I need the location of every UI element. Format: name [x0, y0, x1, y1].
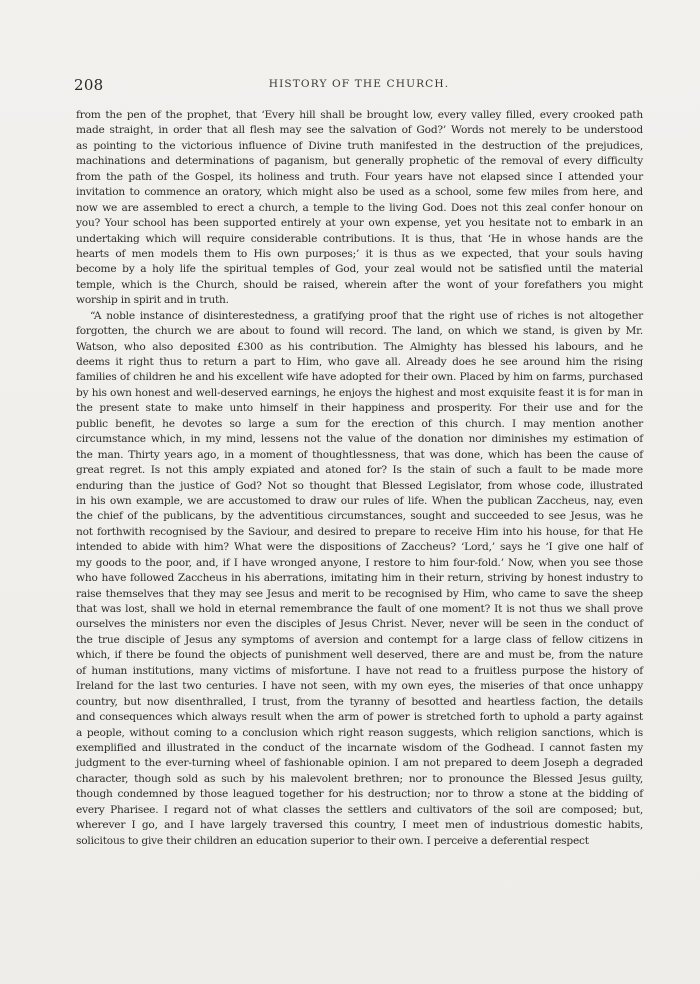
text-line: Watson, who also deposited £300 as his contribution. The Almighty has blessed his labours, and he	[76, 340, 643, 353]
text-line: “A noble instance of disinterestedness, a gratifying proof that the right use of riches is not altogether	[90, 309, 643, 322]
text-line: families of children he and his excellent wife have adopted for their own. Placed by him on farms, purchased	[76, 371, 643, 384]
text-line: in his own example, we are accustomed to draw our rules of life. When the publican Zaccheus, nay, even	[76, 494, 643, 507]
text-line: country, but now disenthralled, I trust, from the tyranny of besotted and heartless faction, the details	[76, 695, 643, 708]
text-line: the chief of the publicans, by the adventitious circumstances, sought and succeeded to see Jesus, was he	[76, 510, 643, 523]
text-line: that was lost, shall we hold in eternal remembrance the fault of one moment? It is not thus we shall prove	[76, 603, 643, 615]
text-line: as pointing to the victorious influence of Divine truth manifested in the destruction of the prejudices,	[76, 139, 643, 152]
running-head: HISTORY OF THE CHURCH.	[268, 78, 450, 90]
text-line: from the pen of the prophet, that ‘Every hill shall be brought low, every valley filled, every crooked path	[76, 109, 643, 121]
text-line: enduring than the justice of God? Not so thought that Blessed Legislator, from whose code, illustrated	[76, 479, 643, 492]
text-line: solicitous to give their children an education superior to their own. I perceive a deferential respect	[76, 834, 589, 847]
text-line: temple, which is the Church, should be raised, wherein after the wont of your forefathers you might	[76, 278, 643, 291]
text-line: Ireland for the last two centuries. I have not seen, with my own eyes, the miseries of that once unhappy	[76, 680, 643, 693]
text-line: intended to abide with him? What were the dispositions of Zaccheus? ‘Lord,’ says he ‘I give one half of	[76, 541, 643, 554]
text-line: ourselves the ministers nor even the disciples of Jesus Christ. Never, never will be seen in the conduct of	[76, 618, 643, 631]
text-line: machinations and determinations of paganism, but generally prophetic of the removal of every difficulty	[76, 155, 643, 168]
text-line: hearts of men models them to His own purposes;’ it is thus as we expected, that your souls having	[76, 247, 643, 260]
text-line: every Pharisee. I regard not of what classes the settlers and cultivators of the soil are composed; but,	[76, 803, 643, 816]
page-number: 208	[74, 76, 104, 94]
text-line: now we are assembled to erect a church, a temple to the living God. Does not this zeal confer honour on	[76, 201, 643, 214]
text-line: become by a holy life the spiritual temples of God, your zeal would not be satisfied until the material	[76, 263, 643, 276]
text-line: the true disciple of Jesus any symptoms of aversion and contempt for a large class of fellow citizens in	[76, 633, 643, 646]
text-line: you? Your school has been supported entirely at your own expense, yet you hesitate not to embark in an	[76, 217, 643, 230]
text-line: exemplified and illustrated in the conduct of the incarnate wisdom of the Godhead. I cannot fasten my	[76, 741, 643, 754]
text-line: judgment to the ever-turning wheel of fashionable opinion. I am not prepared to deem Joseph a degraded	[76, 757, 643, 770]
text-line: a people, without coming to a conclusion which right reason suggests, which religion sanctions, which is	[76, 726, 643, 739]
text-line: forgotten, the church we are about to found will record. The land, on which we stand, is given by Mr.	[76, 325, 643, 338]
text-line: invitation to commence an oratory, which might also be used as a school, some few miles from here, and	[76, 186, 643, 199]
page-header	[74, 76, 644, 94]
text-line: which, if there be found the objects of punishment well deserved, there are and must be, from the nature	[76, 649, 643, 662]
text-line: who have followed Zaccheus in his aberrations, imitating him in their return, striving by honest industry to	[76, 572, 643, 585]
text-line: my goods to the poor, and, if I have wronged anyone, I restore to him four-fold.’ Now, when you see those	[76, 556, 643, 569]
text-line: and consequences which always result when the arm of power is stretched forth to uphold a party against	[76, 711, 643, 724]
text-line: made straight, in order that all flesh may see the salvation of God?’ Words not merely to be understood	[76, 124, 643, 137]
text-line: the man. Thirty years ago, in a moment of thoughtlessness, that was done, which has been the cause of	[76, 448, 643, 461]
text-line: not forthwith recognised by the Saviour, and desired to prepare to receive Him into his house, for that He	[76, 525, 643, 538]
text-line: worship in spirit and in truth.	[76, 294, 229, 307]
text-line: wherever I go, and I have largely traversed this country, I meet men of industrious domestic habits,	[76, 819, 643, 832]
text-line: deems it right thus to return a part to Him, who gave all. Already does he see around him the rising	[76, 356, 643, 368]
text-line: the present state to make unto himself in their happiness and prosperity. For their use and for the	[76, 402, 643, 415]
text-line: undertaking which will require considerable contributions. It is thus, that ‘He in whose hands are the	[76, 232, 643, 245]
text-line: public benefit, he devotes so large a sum for the erection of this church. I may mention another	[76, 417, 643, 430]
text-line: by his own honest and well-deserved earnings, he enjoys the highest and most exquisite feast it is for man in	[76, 386, 643, 399]
text-line: though condemned by those leagued together for his destruction; nor to throw a stone at the bidding of	[76, 788, 643, 801]
text-line: great regret. Is not this amply expiated and atoned for? Is the stain of such a fault to be made more	[76, 464, 643, 477]
text-line: from the path of the Gospel, its holiness and truth. Four years have not elapsed since I attended your	[76, 170, 643, 183]
text-line: of human institutions, many victims of misfortune. I have not read to a fruitless purpose the history of	[76, 664, 643, 677]
text-line: character, though sold as such by his malevolent brethren; nor to pronounce the Blessed Jesus guilty,	[76, 772, 643, 785]
text-line: circumstance which, in my mind, lessens not the value of the donation nor diminishes my estimation of	[76, 433, 643, 446]
text-line: raise themselves that they may see Jesus and merit to be recognised by Him, who came to save the sheep	[76, 587, 643, 600]
body-text	[76, 108, 643, 849]
